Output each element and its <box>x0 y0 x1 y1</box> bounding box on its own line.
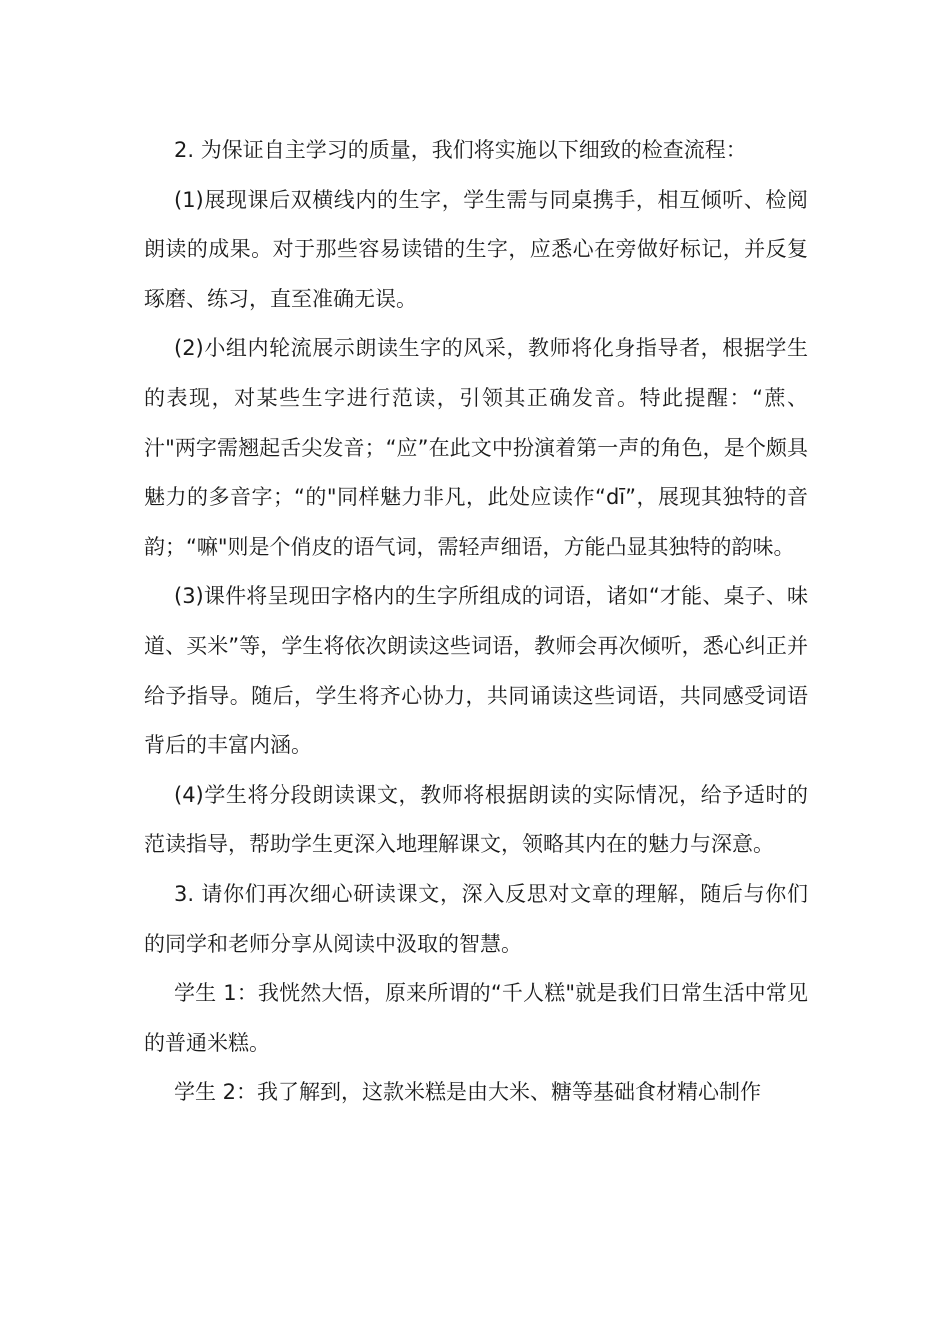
paragraph-reread: 3. 请你们再次细心研读课文，深入反思对文章的理解，随后与你们的同学和老师分享从阅读中汲取的智慧。 <box>144 881 808 956</box>
paragraph-step-4: (4)学生将分段朗读课文，教师将根据朗读的实际情况，给予适时的范读指导，帮助学生更深入地理解课文，领略其内在的魅力与深意。 <box>144 782 808 857</box>
paragraph-student-1: 学生 1：我恍然大悟，原来所谓的“千人糕"就是我们日常生活中常见的普通米糕。 <box>144 981 808 1055</box>
paragraph-step-1: (1)展现课后双横线内的生字，学生需与同桌携手，相互倾听、检阅朗读的成果。对于那些容易读错的生字，应悉心在旁做好标记，并反复琢磨、练习，直至准确无误。 <box>144 187 808 311</box>
paragraph-check-process: 2. 为保证自主学习的质量，我们将实施以下细致的检查流程： <box>174 138 747 162</box>
paragraph-student-2: 学生 2：我了解到，这款米糕是由大米、糖等基础食材精心制作 <box>174 1080 762 1105</box>
paragraph-step-3: (3)课件将呈现田字格内的生字所组成的词语，诸如“才能、桌子、味道、买米”等，学生将依次朗读这些词语，教师会再次倾听，悉心纠正并给予指导。随后，学生将齐心协力，共同诵读这些词语，共同感受词语背后的丰富内涵。 <box>144 584 808 758</box>
document-body <box>144 126 808 1118</box>
paragraph-step-2: (2)小组内轮流展示朗读生字的风采，教师将化身指导者，根据学生的表现，对某些生字进行范读，引领其正确发音。特此提醒：“蔗、汁"两字需翘起舌尖发音；“应”在此文中扮演着第一声的角色，是个颇具魅力的多音字；“的"同样魅力非凡，此处应读作“dī”，展现其独特的音韵；“嘛"则是个俏皮的语气词，需轻声细语，方能凸显其独特的韵味。 <box>144 336 808 559</box>
